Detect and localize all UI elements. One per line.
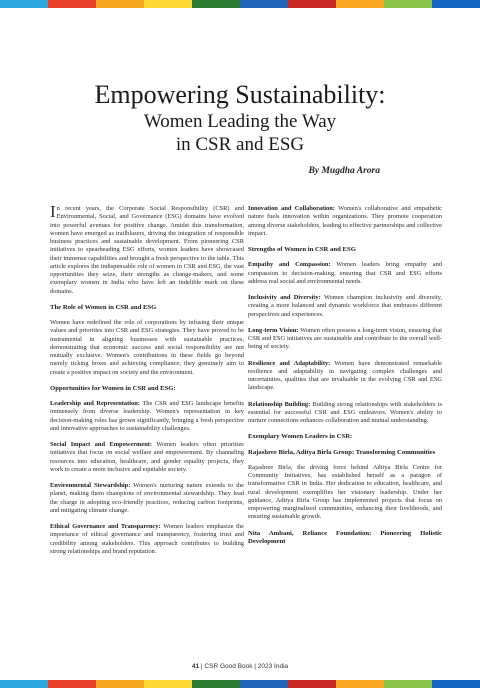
color-segment — [48, 680, 96, 688]
relationship-lead: Relationship Building: — [248, 400, 311, 408]
color-segment — [96, 0, 144, 8]
color-segment — [0, 680, 48, 688]
color-segment — [336, 0, 384, 8]
governance-lead: Ethical Governance and Transparency: — [50, 523, 161, 530]
innovation-text: Women's collaborative and empathetic nature fuels innovation within organizations. They promote cooperation among diverse stakeholders, leading to effective partnerships and collective impact. — [248, 205, 443, 237]
environment-lead: Environmental Stewardship: — [50, 482, 131, 489]
color-segment — [192, 680, 240, 688]
color-segment — [336, 680, 384, 688]
social-impact-text: Women leaders often prioritize initiatives that focus on social welfare and empowerment. By channeling resources into education, healthcare, and gender equality projects, they work to create a more inclusive and equitable society. — [50, 441, 244, 473]
empathy-lead: Empathy and Compassion: — [248, 261, 331, 269]
resilience-text: Women have demonstrated remarkable resilience and adaptability in navigating complex challenges and uncertainties, qualities that are invaluable in the evolving CSR and ESG landscape. — [248, 359, 442, 392]
color-segment — [240, 0, 288, 8]
byline: By Mugdha Arora — [308, 166, 380, 176]
title-line-1: Empowering Sustainability: — [94, 80, 386, 109]
environment-text: Women's nurturing nature extends to the planet, making them champions of environmental stewardship. They lead the charge in adopting eco-friendly practices, reducing carbon footprints, and mitigating climate change. — [50, 482, 244, 514]
empathy-paragraph — [248, 261, 442, 286]
innovation-paragraph — [248, 205, 442, 238]
color-segment — [96, 680, 144, 688]
color-segment — [288, 0, 336, 8]
heading-strengths: Strengths of Women in CSR and ESG — [248, 246, 356, 253]
left-column — [50, 202, 244, 564]
heading-role: The Role of Women in CSR and ESG — [50, 303, 157, 311]
vision-paragraph — [248, 327, 442, 352]
vision-text: Women often possess a long-term vision, ensuring that CSR and ESG initiatives are sustainable and contribute to the overall well-being of society. — [248, 326, 442, 351]
color-segment — [384, 0, 432, 8]
rajashree-paragraph: Rajashree Birla, the driving force behind Aditya Birla Centre for Community Initiatives, has established herself as a paragon of transformative CSR in India. Her dedication to education, healthcare, and rural development exemplifies her visionary leadership. Under her guidance, Aditya Birla Group has implemented projects that focus on empowering marginalized communities, enhancing their livelihoods, and ensuring sustainable growth. — [248, 463, 442, 521]
page-number: 41 — [191, 663, 200, 670]
inclusivity-paragraph — [248, 294, 442, 319]
color-segment — [288, 680, 336, 688]
color-segment — [384, 680, 432, 688]
empathy-text: Women leaders bring empathy and compassion to decision-making, ensuring that CSR and ESG efforts address real social and environmental needs. — [248, 261, 442, 285]
color-segment — [0, 0, 48, 8]
title-line-2: Women Leading the Way — [143, 111, 337, 132]
color-segment — [192, 0, 240, 8]
environment-paragraph — [50, 482, 244, 515]
page-footer — [0, 663, 480, 670]
intro-paragraph — [50, 202, 244, 296]
footer-text: | CSR Good Book | 2023 India — [199, 663, 289, 670]
heading-exemplary: Exemplary Women Leaders in CSR: — [248, 433, 353, 441]
leadership-lead: Leadership and Representation: — [50, 400, 140, 407]
governance-text: Women leaders emphasize the importance of ethical governance and transparency, fostering trust and credibility among stakeholders. This approach contributes to building strong relationships and brand reputation. — [50, 523, 244, 555]
inclusivity-text: Women champion inclusivity and diversity, creating a more balanced and dynamic workforce that embraces different perspectives and experiences. — [248, 294, 442, 318]
heading-rajashree: Rajashree Birla, Aditya Birla Group: Transforming Communities — [248, 448, 436, 456]
relationship-text: Building strong relationships with stakeholders is essential for successful CSR and ESG endeavors. Women's ability to nurture connections enhances collaboration and mutual understanding. — [248, 400, 442, 424]
resilience-lead: Resilience and Adaptability: — [248, 359, 331, 367]
leadership-text: The CSR and ESG landscape benefits immensely from diverse leadership. Women's representation in key decision-making roles has grown significantly, bringing a fresh perspective and innovative approaches to sustainability challenges. — [50, 400, 244, 432]
color-segment — [144, 680, 192, 688]
vision-lead: Long-term Vision: — [248, 326, 299, 334]
inclusivity-lead: Inclusivity and Diversity: — [248, 294, 321, 301]
heading-opportunities: Opportunities for Women in CSR and ESG: — [50, 384, 176, 392]
social-impact-paragraph — [50, 441, 244, 474]
governance-paragraph — [50, 523, 244, 556]
relationship-paragraph — [248, 401, 442, 426]
right-column — [248, 205, 442, 553]
color-segment — [144, 0, 192, 8]
intro-text: n recent years, the Corporate Social Responsibility (CSR) and Environmental, Social, and Governance (ESG) domains have evolved into powerful avenues for positive change. Amidst this transformation, women have emerged as trailblazers, driving the integration of responsible business practices and sustainable development. From pioneering CSR initiatives to spearheading ESG efforts, women leaders have showcased their immense capabilities and brought a fresh perspective to the table. This article explores the indispensable role of women in CSR and ESG, the vast opportunities they seize, their strengths as change-makers, and some exemplary women in India who have left an indelible mark on these domains. — [50, 205, 244, 295]
innovation-lead: Innovation and Collaboration: — [248, 205, 335, 212]
resilience-paragraph — [248, 360, 442, 393]
top-color-strip — [0, 0, 480, 8]
heading-nita: Nita Ambani, Reliance Foundation: Pioneering Holistic Development — [248, 529, 442, 545]
color-segment — [48, 0, 96, 8]
color-segment — [432, 0, 480, 8]
color-segment — [432, 680, 480, 688]
bottom-color-strip — [0, 680, 480, 688]
article-title — [0, 80, 480, 156]
title-line-3: in CSR and ESG — [175, 134, 305, 155]
leadership-paragraph — [50, 400, 244, 433]
color-segment — [240, 680, 288, 688]
drop-cap: I — [50, 202, 56, 221]
social-impact-lead: Social Impact and Empowerment: — [50, 441, 153, 448]
role-paragraph: Women have redefined the role of corporations by infusing their unique values and priorities into CSR and ESG strategies. They have proved to be instrumental in aligning businesses with sustainable practices, demonstrating that economic success and social responsibility are not mutually exclusive. Women's contributions in these fields go beyond merely ticking boxes and achieving compliance; they genuinely aim to create a positive impact on society and the environment. — [50, 319, 244, 376]
